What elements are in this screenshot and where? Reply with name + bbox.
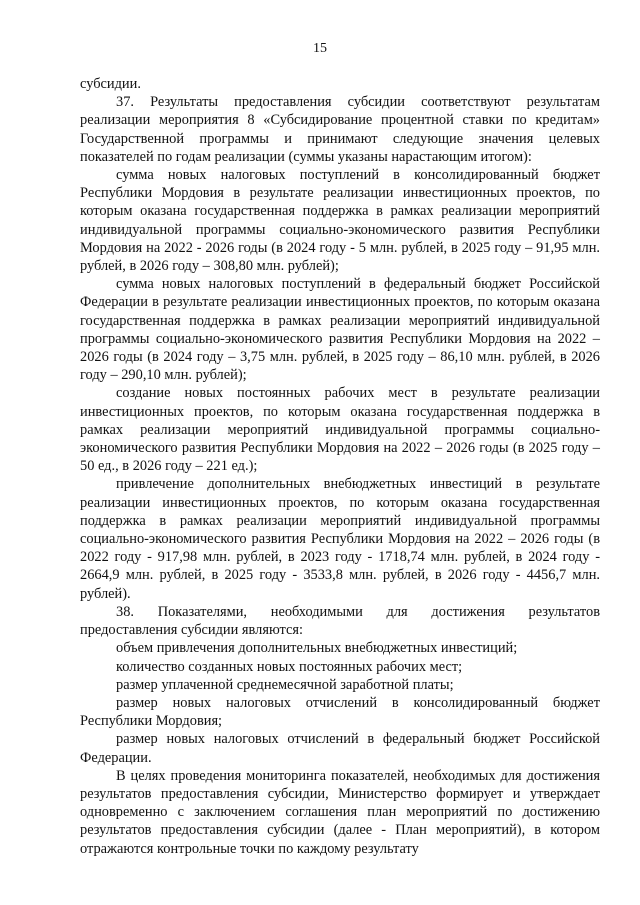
paragraph-indicator-jobs: количество созданных новых постоянных рабочих мест; (116, 658, 463, 675)
paragraph-extra-investments: привлечение дополнительных внебюджетных инвестиций в результате реализации инвестиционных проектов, по которым оказана государственная поддержка в рамках реализации мероприятий индивидуальной программы социально-экономического развития Республики Мордовия на 2022 – 2026 годы (в 2022 году - 917,98 млн. рублей, в 2023 году - 1718,74 млн. рублей, в 2024 году - 2664,9 млн. рублей, в 2025 году - 3533,8 млн. рублей, в 2026 году - 4456,7 млн. рублей). (80, 476, 600, 602)
paragraph-monitoring: В целях проведения мониторинга показателей, необходимых для достижения результатов предоставления субсидии, Министерство формирует и утверждает одновременно с заключением соглашения план мероприятий по достижению результатов предоставления субсидии (далее - План мероприятий), в котором отражаются контрольные точки по каждому результату (80, 767, 600, 857)
paragraph-indicator-consolidated-tax: размер новых налоговых отчислений в консолидированный бюджет Республики Мордовия; (80, 694, 600, 730)
paragraph-continuation: субсидии. (80, 76, 141, 92)
document-body (80, 75, 600, 858)
paragraph-new-jobs: создание новых постоянных рабочих мест в результате реализации инвестиционных проектов, по которым оказана государственная поддержка в рамках реализации мероприятий индивидуальной программы социально-экономического развития Республики Мордовия на 2022 – 2026 годы (в 2025 году – 50 ед., в 2026 году – 221 ед.); (80, 385, 600, 475)
paragraph-item-37: 37. Результаты предоставления субсидии соответствуют результатам реализации мероприятия 8 «Субсидирование процентной ставки по кредитам» Государственной программы и принимают следующие значения целевых показателей по годам реализации (суммы указаны нарастающим итогом): (80, 94, 600, 165)
page-number: 15 (313, 41, 327, 56)
paragraph-federal-budget-revenue: сумма новых налоговых поступлений в федеральный бюджет Российской Федерации в результате реализации инвестиционных проектов, по которым оказана государственная поддержка в рамках реализации мероприятий индивидуальной программы социально-экономического развития Республики Мордовия на 2022 – 2026 годы (в 2024 году – 3,75 млн. рублей, в 2025 году – 86,10 млн. рублей, в 2026 году – 290,10 млн. рублей); (80, 276, 600, 384)
paragraph-consolidated-budget-revenue: сумма новых налоговых поступлений в консолидированный бюджет Республики Мордовия в результате реализации инвестиционных проектов, по которым оказана государственная поддержка в рамках реализации мероприятий индивидуальной программы социально-экономического развития Республики Мордовия на 2022 - 2026 годы (в 2024 году - 5 млн. рублей, в 2025 году – 91,95 млн. рублей, в 2026 году – 308,80 млн. рублей); (80, 167, 600, 275)
paragraph-item-38: 38. Показателями, необходимыми для достижения результатов предоставления субсидии являются: (80, 603, 600, 639)
paragraph-indicator-salary: размер уплаченной среднемесячной заработной платы; (116, 676, 454, 693)
paragraph-indicator-federal-tax: размер новых налоговых отчислений в федеральный бюджет Российской Федерации. (80, 731, 600, 766)
paragraph-indicator-investments: объем привлечения дополнительных внебюджетных инвестиций; (116, 640, 518, 657)
